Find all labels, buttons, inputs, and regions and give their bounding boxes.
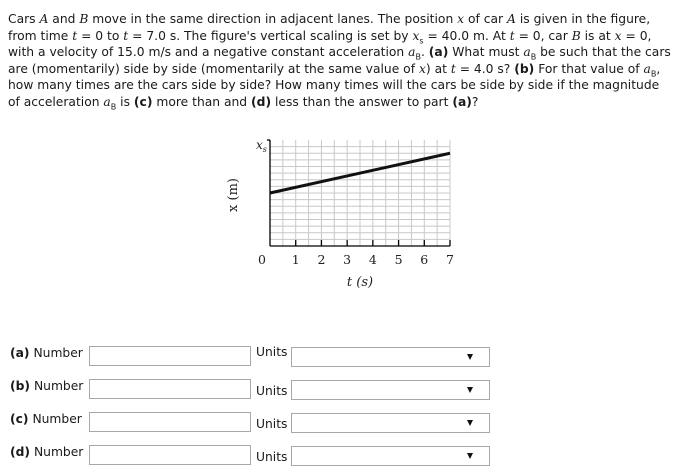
dropdown-arrow-icon xyxy=(467,453,473,459)
y-axis-label: x (m) xyxy=(226,178,241,212)
units-select-c[interactable] xyxy=(291,413,490,433)
number-input-d[interactable] xyxy=(89,445,251,465)
x-tick-label: 4 xyxy=(368,252,377,267)
number-input-a[interactable] xyxy=(89,346,251,366)
dropdown-arrow-icon xyxy=(467,420,473,426)
answer-row-d xyxy=(0,441,675,467)
x-tick-label: 3 xyxy=(343,252,352,267)
answer-row-b xyxy=(0,375,675,401)
units-label-c: Units xyxy=(256,417,288,431)
number-input-b[interactable] xyxy=(89,379,251,399)
x-tick-label: 6 xyxy=(420,252,429,267)
x-tick-labels xyxy=(292,252,454,267)
x-tick-label: 5 xyxy=(394,252,403,267)
x-tick-label: 2 xyxy=(317,252,326,267)
units-label-d: Units xyxy=(256,450,288,464)
answer-label-a: (a) Number xyxy=(10,346,83,360)
units-label-b: Units xyxy=(256,384,288,398)
dropdown-arrow-icon xyxy=(467,354,473,360)
origin-label: 0 xyxy=(258,252,266,267)
answer-label-c: (c) Number xyxy=(10,412,82,426)
units-label-a: Units xyxy=(256,345,288,359)
y-tick-label-xs: $x_s$ xyxy=(256,138,267,154)
problem-statement: Cars A and B move in the same direction in adjacent lanes. The position x of car A is given in the figure, from time t = 0 to t = 7.0 s. The figure's vertical scaling is set by $x_s = 40.0$ m. At t = 0, car B is at x = 0, with a velocity of 15.0 m/s and a negative constant acceleration $a_B$. (a) What must $a_B$ be such that the cars are (momentarily) side by side (momentarily at the same value of x) at t = 4.0 s? (b) For that value of $a_B$, how many times are the cars side by side? How many times will the cars be side by side if the magnitude of acceleration $a_B$ is (c) more than and (d) less than the answer to part (a)? xyxy=(8,12,671,112)
units-select-a[interactable] xyxy=(291,347,490,367)
x-tick-label: 1 xyxy=(291,252,300,267)
x-tick-label: 7 xyxy=(446,252,454,267)
answer-label-d: (d) Number xyxy=(10,445,84,459)
units-select-b[interactable] xyxy=(291,380,490,400)
answer-label-b: (b) Number xyxy=(10,379,84,393)
number-input-c[interactable] xyxy=(89,412,251,432)
horizontal-gridlines xyxy=(267,140,450,239)
dropdown-arrow-icon xyxy=(467,387,473,393)
units-select-d[interactable] xyxy=(291,446,490,466)
answer-row-c xyxy=(0,408,675,434)
x-axis-label: t (s) xyxy=(346,275,374,290)
x-axis-ticks xyxy=(296,240,450,246)
answer-row-a xyxy=(0,342,675,368)
